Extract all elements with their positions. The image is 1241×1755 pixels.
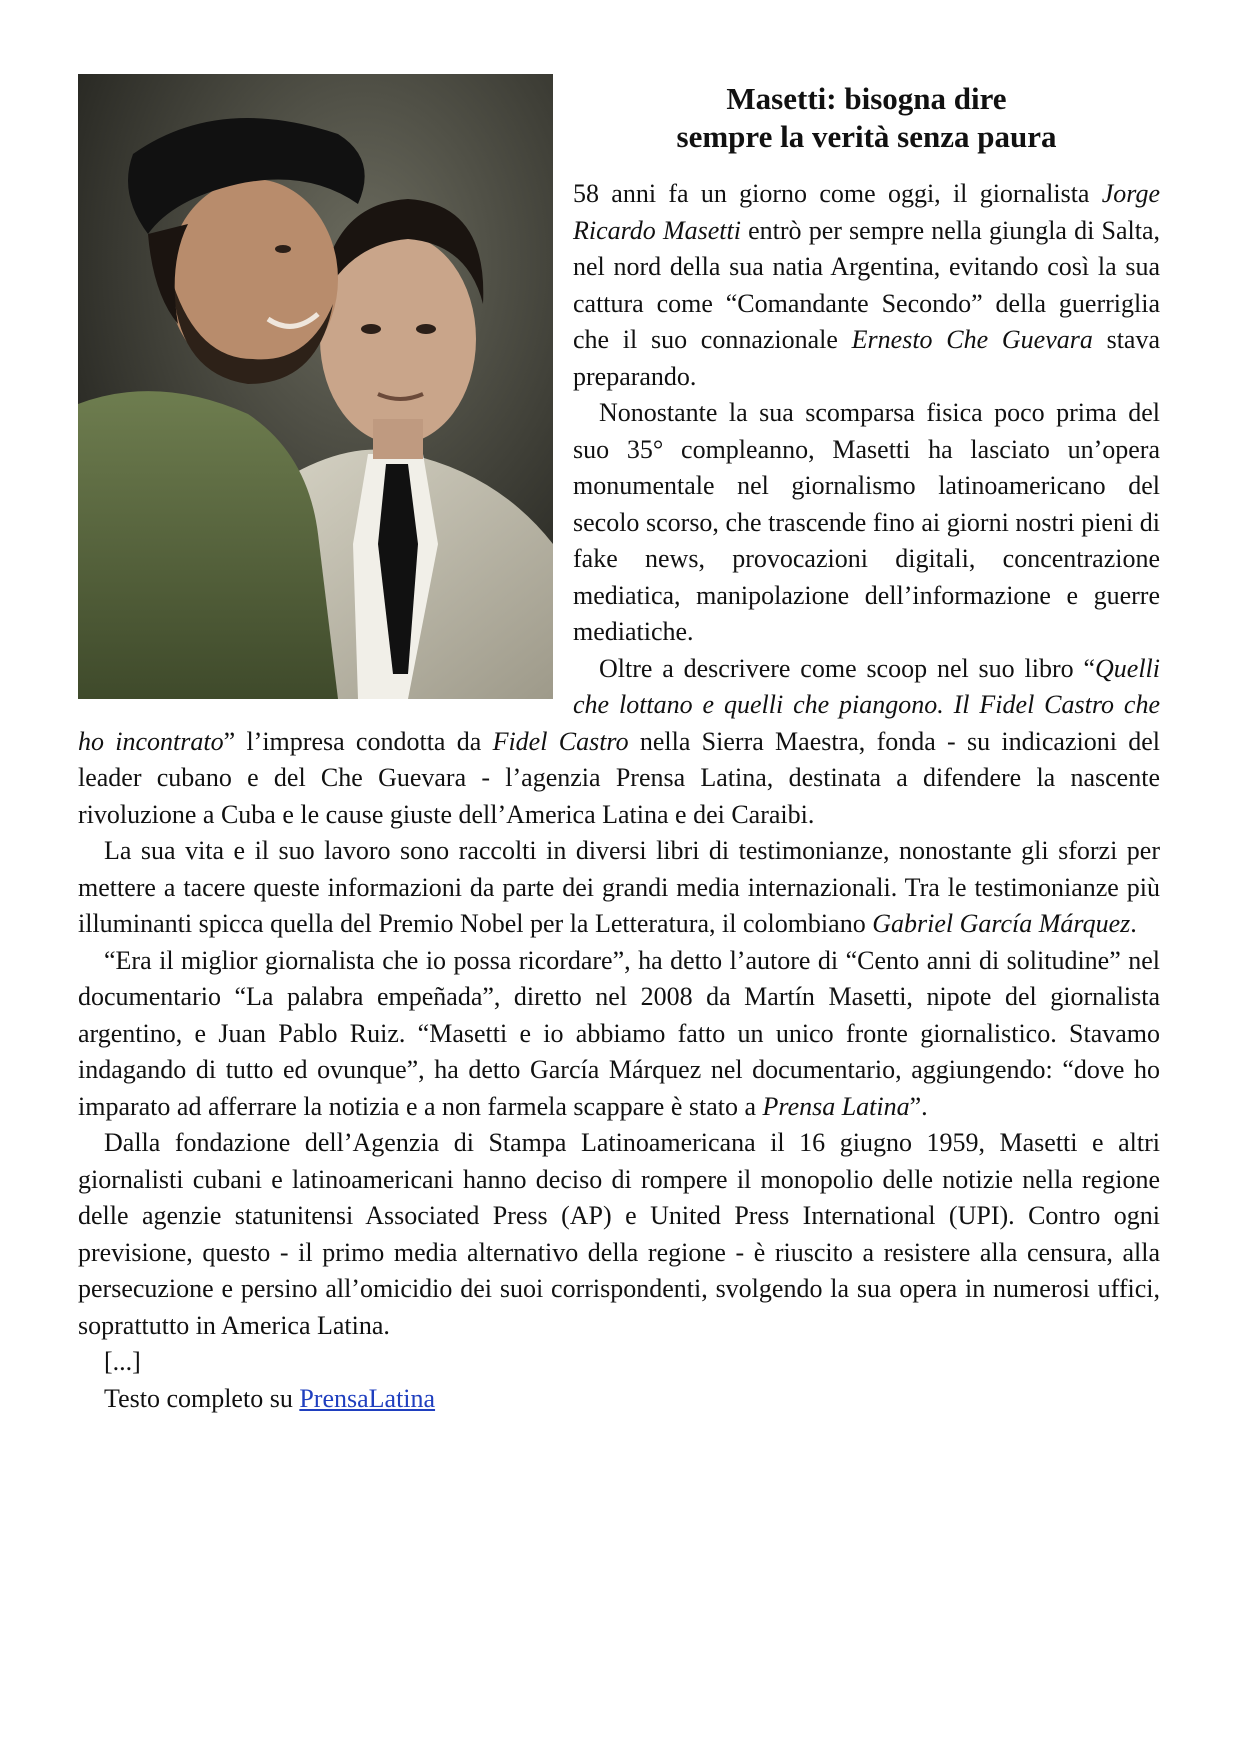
title-line-1: Masetti: bisogna dire xyxy=(726,81,1007,116)
name-garcia-marquez: Gabriel García Márquez xyxy=(872,909,1131,938)
name-masetti: Jorge Ricardo Masetti xyxy=(573,179,1160,245)
source-line: Testo completo su PrensaLatina xyxy=(104,1383,436,1413)
ellipsis: [...] xyxy=(104,1347,141,1376)
paragraph-6: Dalla fondazione dell’Agenzia di Stampa Latinoamericana il 16 giugno 1959, Masetti e altri giornalisti cubani e latinoamericani hanno deciso di rompere il monopolio delle notizie nella regione delle agenzie statunitensi Associated Press (AP) e United Press International (UPI). Contro ogni previsione, questo - il primo media alternativo della regione - è riuscito a resistere alla censura, alla persecuzione e persino all’omicidio dei suoi corrispondenti, svolgendo la sua opera in numerosi uffici, soprattutto in America Latina. xyxy=(78,1128,1160,1340)
paragraph-4: La sua vita e il suo lavoro sono raccolti in diversi libri di testimonianze, nonostante gli sforzi per mettere a tacere queste informazioni da parte dei grandi media internazionali. Tra le testimonianze più illuminanti spicca quella del Premio Nobel per la Letteratura, il colombiano Gabriel García Márquez. xyxy=(78,836,1160,938)
book-title: Quelli che lottano e quelli che piangono. Il Fidel Castro che ho incontrato xyxy=(78,653,1160,756)
paragraph-5: “Era il miglior giornalista che io possa ricordare”, ha detto l’autore di “Cento anni di solitudine” nel documentario “La palabra empeñada”, diretto nel 2008 da Martín Masetti, nipote del giornalista argentino, e Juan Pablo Ruiz. “Masetti e io abbiamo fatto un unico fronte giornalistico. Stavamo indagando di tutto ed ovunque”, ha detto García Márquez nel documentario, aggiungendo: “dove ho imparato ad afferrare la notizia e a non farmela scappare è stato a Prensa Latina”. xyxy=(78,945,1160,1121)
title-line-2: sempre la verità senza paura xyxy=(676,119,1057,154)
article-photo xyxy=(78,74,553,699)
paragraph-2: Nonostante la sua scomparsa fisica poco prima del suo 35° compleanno, Masetti ha lasciato un’opera monumentale nel giornalismo latinoamericano del secolo scorso, che trascende fino ai giorni nostri pieni di fake news, provocazioni digitali, concentrazione mediatica, manipolazione dell’informazione e guerre mediatiche. xyxy=(573,398,1160,646)
photo-illustration xyxy=(78,74,553,699)
name-prensa-latina: Prensa Latina xyxy=(762,1091,910,1121)
paragraph-1: 58 anni fa un giorno come oggi, il giornalista Jorge Ricardo Masetti entrò per sempre nella giungla di Salta, nel nord della sua natia Argentina, evitando così la sua cattura come “Comandante Secondo” della guerriglia che il suo connazionale Ernesto Che Guevara stava preparando. xyxy=(573,179,1160,391)
name-castro: Fidel Castro xyxy=(492,726,629,756)
name-guevara: Ernesto Che Guevara xyxy=(851,325,1093,354)
prensa-latina-link[interactable]: PrensaLatina xyxy=(299,1383,436,1413)
paragraph-3: Oltre a descrivere come scoop nel suo libro “Quelli che lottano e quelli che piangono. Il Fidel Castro che ho incontrato” l’impresa condotta da Fidel Castro nella Sierra Maestra, fonda - su indicazioni del leader cubano e del Che Guevara - l’agenzia Prensa Latina, destinata a difendere la nascente rivoluzione a Cuba e le cause giuste dell’America Latina e dei Caraibi. xyxy=(78,653,1160,829)
article xyxy=(78,74,1160,1417)
